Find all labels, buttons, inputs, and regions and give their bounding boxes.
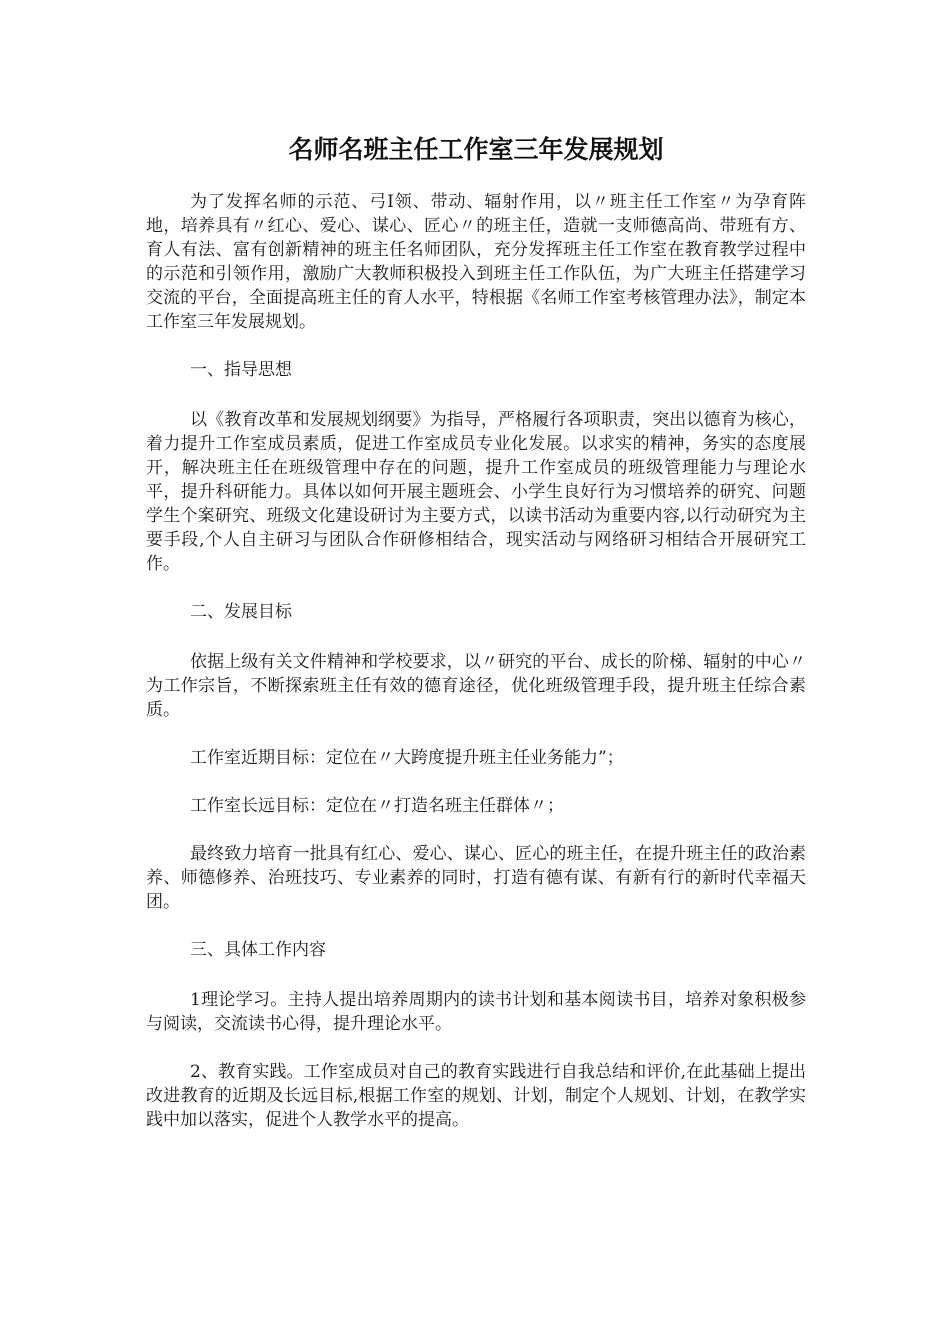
document-title: 名师名班主任工作室三年发展规划 [288,135,664,164]
education-practice-paragraph: 2、教育实践。工作室成员对自己的教育实践进行自我总结和评价,在此基础上提出改进教育的近期及长远目标,根据工作室的规划、计划，制定个人规划、计划，在教学实践中加以落实，促进个人教学水平的提高。 [146,1062,806,1130]
long-term-goal-paragraph: 工作室长远目标：定位在〃打造名班主任群体〃； [190,796,564,816]
development-goals-paragraph: 依据上级有关文件精神和学校要求，以〃研究的平台、成长的阶梯、辐射的中心〃为工作宗旨，不断探索班主任有效的德育途径，优化班级管理手段，提升班主任综合素质。 [146,652,806,720]
ultimate-goal-paragraph: 最终致力培育一批具有红心、爱心、谋心、匠心的班主任，在提升班主任的政治素养、师德修养、治班技巧、专业素养的同时，打造有德有谋、有新有行的新时代幸福天团。 [146,844,806,912]
short-term-goal-paragraph: 工作室近期目标：定位在〃大跨度提升班主任业务能力”； [190,748,624,768]
section-heading-development-goals: 二、发展目标 [190,602,292,622]
intro-paragraph: 为了发挥名师的示范、弓I领、带动、辐射作用，以〃班主任工作室〃为孕育阵地，培养具有〃红心、爱心、谋心、匠心〃的班主任，造就一支师德高尚、带班有方、育人有法、富有创新精神的班主任名师团队，充分发挥班主任工作室在教育教学过程中的示范和引领作用，激励广大教师积极投入到班主任工作队伍，为广大班主任搭建学习交流的平台，全面提高班主任的育人水平，特根据《名师工作室考核管理办法》，制定本工作室三年发展规划。 [146,192,806,332]
guiding-ideology-paragraph: 以《教育改革和发展规划纲要》为指导，严格履行各项职责，突出以德育为核心，着力提升工作室成员素质，促进工作室成员专业化发展。以求实的精神，务实的态度展开，解决班主任在班级管理中存在的问题，提升工作室成员的班级管理能力与理论水平，提升科研能力。具体以如何开展主题班会、小学生良好行为习惯培养的研究、问题学生个案研究、班级文化建设研讨为主要方式，以读书活动为重要内容,以行动研究为主要手段,个人自主研习与团队合作研修相结合，现实活动与网络研习相结合开展研究工作。 [146,410,806,574]
section-heading-work-content: 三、具体工作内容 [190,940,326,960]
section-heading-guiding-ideology: 一、指导思想 [190,360,292,380]
document-page [146,128,806,1156]
theory-study-paragraph: 1理论学习。主持人提出培养周期内的读书计划和基本阅读书目，培养对象积极参与阅读，交流读书心得，提升理论水平。 [146,990,806,1034]
